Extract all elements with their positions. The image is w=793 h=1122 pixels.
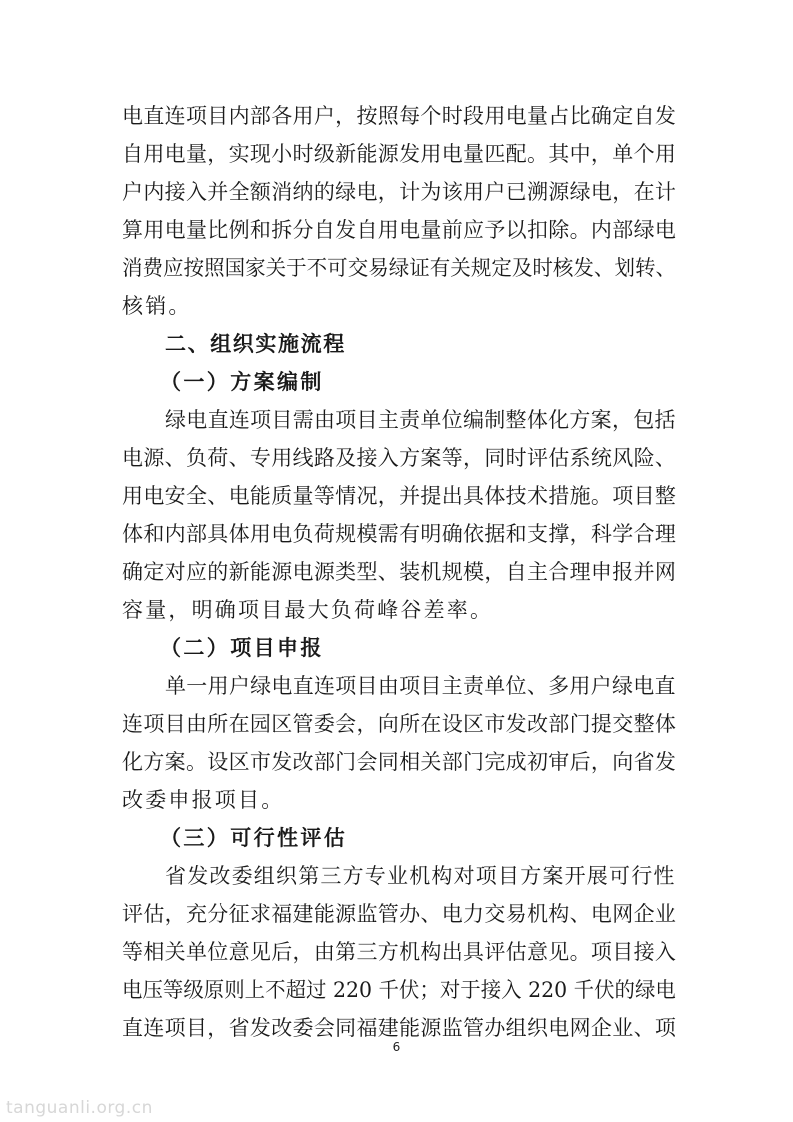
paragraph-line: 确定对应的新能源电源类型、装机规模，自主合理申报并网 bbox=[122, 560, 677, 584]
watermark: tanguanli.org.cn bbox=[6, 1098, 153, 1118]
paragraph-line: 单一用户绿电直连项目由项目主责单位、多用户绿电直 bbox=[165, 674, 676, 698]
paragraph-line: 绿电直连项目需由项目主责单位编制整体化方案，包括 bbox=[165, 408, 676, 432]
paragraph-line: 化方案。设区市发改部门会同相关部门完成初审后，向省发 bbox=[122, 750, 677, 774]
paragraph-line: 省发改委组织第三方专业机构对项目方案开展可行性 bbox=[165, 864, 676, 888]
paragraph-line: 体和内部具体用电负荷规模需有明确依据和支撑，科学合理 bbox=[122, 522, 677, 546]
paragraph-line: 电直连项目内部各用户，按照每个时段用电量占比确定自发 bbox=[122, 104, 677, 128]
subsection-heading: （一）方案编制 bbox=[160, 370, 324, 394]
paragraph-line: 容量，明确项目最大负荷峰谷差率。 bbox=[122, 598, 494, 622]
paragraph-line: 户内接入并全额消纳的绿电，计为该用户已溯源绿电，在计 bbox=[122, 180, 677, 204]
paragraph-line: 评估，充分征求福建能源监管办、电力交易机构、电网企业 bbox=[122, 902, 677, 926]
paragraph-line: 电源、负荷、专用线路及接入方案等，同时评估系统风险、 bbox=[122, 446, 677, 470]
paragraph-line: 自用电量，实现小时级新能源发用电量匹配。其中，单个用 bbox=[122, 142, 677, 166]
paragraph-line: 算用电量比例和拆分自发自用电量前应予以扣除。内部绿电 bbox=[122, 218, 677, 242]
paragraph-line: 消费应按照国家关于不可交易绿证有关规定及时核发、划转、 bbox=[122, 256, 676, 280]
subsection-heading: （三）可行性评估 bbox=[160, 826, 348, 850]
page-number: 6 bbox=[392, 1040, 401, 1054]
paragraph-line: 电压等级原则上不超过 220 千伏；对于接入 220 千伏的绿电 bbox=[122, 978, 676, 1002]
paragraph-line: 核销。 bbox=[122, 294, 192, 318]
paragraph-line: 连项目由所在园区管委会，向所在设区市发改部门提交整体 bbox=[122, 712, 677, 736]
subsection-heading: （二）项目申报 bbox=[160, 636, 324, 660]
paragraph-line: 等相关单位意见后，由第三方机构出具评估意见。项目接入 bbox=[122, 940, 677, 964]
paragraph-line: 直连项目，省发改委会同福建能源监管办组织电网企业、项 bbox=[122, 1016, 677, 1040]
paragraph-line: 用电安全、电能质量等情况，并提出具体技术措施。项目整 bbox=[122, 484, 677, 508]
paragraph-line: 改委申报项目。 bbox=[122, 788, 285, 812]
section-heading: 二、组织实施流程 bbox=[165, 332, 346, 356]
